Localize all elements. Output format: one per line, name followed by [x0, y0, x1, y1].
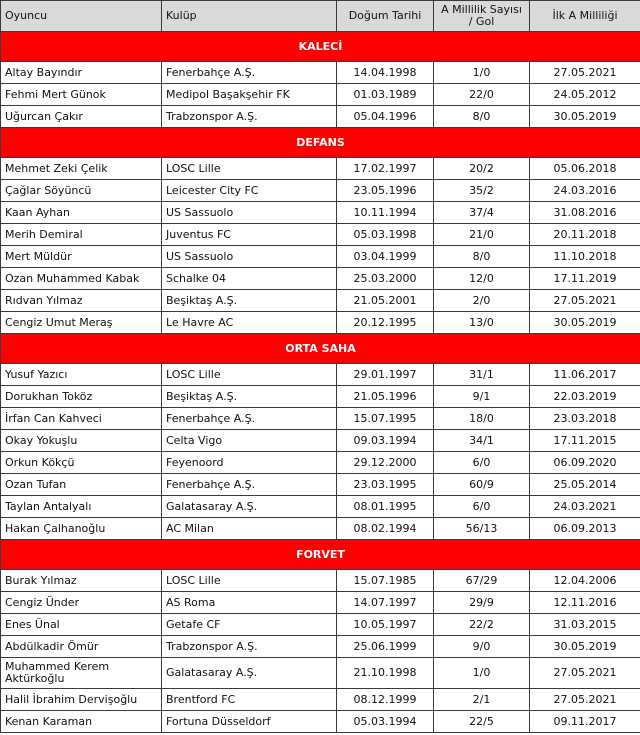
player-name-cell: Merih Demiral: [1, 224, 162, 246]
player-name-cell: Altay Bayındır: [1, 62, 162, 84]
first-cap-cell: 31.03.2015: [530, 614, 640, 636]
caps-goals-cell: 20/2: [434, 158, 530, 180]
table-row: [1, 592, 640, 614]
caps-goals-cell: 22/5: [434, 711, 530, 733]
caps-goals-cell: 9/1: [434, 386, 530, 408]
first-cap-cell: 27.05.2021: [530, 290, 640, 312]
first-cap-cell: 11.10.2018: [530, 246, 640, 268]
section-header-row: [1, 540, 640, 570]
caps-goals-cell: 6/0: [434, 496, 530, 518]
club-cell: Feyenoord: [162, 452, 337, 474]
first-cap-cell: 20.11.2018: [530, 224, 640, 246]
birth-date-cell: 14.07.1997: [337, 592, 434, 614]
club-cell: LOSC Lille: [162, 364, 337, 386]
birth-date-cell: 25.03.2000: [337, 268, 434, 290]
club-cell: Galatasaray A.Ş.: [162, 496, 337, 518]
player-name-cell: İrfan Can Kahveci: [1, 408, 162, 430]
section-header-row: [1, 334, 640, 364]
birth-date-cell: 05.04.1996: [337, 106, 434, 128]
caps-goals-cell: 12/0: [434, 268, 530, 290]
player-name-cell: Halil İbrahim Dervişoğlu: [1, 689, 162, 711]
caps-goals-cell: 1/0: [434, 658, 530, 689]
player-name-cell: Hakan Çalhanoğlu: [1, 518, 162, 540]
caps-goals-cell: 67/29: [434, 570, 530, 592]
birth-date-cell: 15.07.1985: [337, 570, 434, 592]
section-header-row: [1, 32, 640, 62]
player-name-cell: Mehmet Zeki Çelik: [1, 158, 162, 180]
first-cap-cell: 11.06.2017: [530, 364, 640, 386]
table-row: [1, 312, 640, 334]
first-cap-cell: 06.09.2020: [530, 452, 640, 474]
first-cap-cell: 22.03.2019: [530, 386, 640, 408]
player-name-cell: Cengiz Ünder: [1, 592, 162, 614]
table-row: [1, 614, 640, 636]
birth-date-cell: 14.04.1998: [337, 62, 434, 84]
birth-date-cell: 20.12.1995: [337, 312, 434, 334]
birth-date-cell: 03.04.1999: [337, 246, 434, 268]
birth-date-cell: 10.11.1994: [337, 202, 434, 224]
player-name-cell: Okay Yokuşlu: [1, 430, 162, 452]
club-cell: AC Milan: [162, 518, 337, 540]
first-cap-cell: 24.03.2021: [530, 496, 640, 518]
first-cap-cell: 17.11.2015: [530, 430, 640, 452]
birth-date-cell: 17.02.1997: [337, 158, 434, 180]
table-row: [1, 62, 640, 84]
club-cell: Fenerbahçe A.Ş.: [162, 408, 337, 430]
club-cell: Trabzonspor A.Ş.: [162, 636, 337, 658]
caps-goals-cell: 6/0: [434, 452, 530, 474]
birth-date-cell: 25.06.1999: [337, 636, 434, 658]
first-cap-cell: 25.05.2014: [530, 474, 640, 496]
section-header-row: [1, 128, 640, 158]
player-name-cell: Burak Yılmaz: [1, 570, 162, 592]
table-row: [1, 180, 640, 202]
player-name-cell: Cengiz Umut Meraş: [1, 312, 162, 334]
caps-goals-cell: 8/0: [434, 246, 530, 268]
caps-goals-cell: 37/4: [434, 202, 530, 224]
table-row: [1, 496, 640, 518]
table-row: [1, 408, 640, 430]
caps-goals-cell: 31/1: [434, 364, 530, 386]
birth-date-cell: 10.05.1997: [337, 614, 434, 636]
caps-goals-cell: 2/0: [434, 290, 530, 312]
player-name-cell: Ozan Tufan: [1, 474, 162, 496]
player-name-cell: Fehmi Mert Günok: [1, 84, 162, 106]
birth-date-cell: 23.05.1996: [337, 180, 434, 202]
first-cap-cell: 23.03.2018: [530, 408, 640, 430]
table-row: [1, 636, 640, 658]
header-player: Oyuncu: [1, 1, 162, 32]
club-cell: AS Roma: [162, 592, 337, 614]
club-cell: Celta Vigo: [162, 430, 337, 452]
first-cap-cell: 05.06.2018: [530, 158, 640, 180]
birth-date-cell: 08.01.1995: [337, 496, 434, 518]
section-title: ORTA SAHA: [1, 334, 640, 364]
birth-date-cell: 23.03.1995: [337, 474, 434, 496]
player-name-cell: Çağlar Söyüncü: [1, 180, 162, 202]
table-row: [1, 452, 640, 474]
birth-date-cell: 05.03.1998: [337, 224, 434, 246]
table-row: [1, 430, 640, 452]
table-row: [1, 290, 640, 312]
club-cell: Beşiktaş A.Ş.: [162, 386, 337, 408]
birth-date-cell: 29.12.2000: [337, 452, 434, 474]
club-cell: Schalke 04: [162, 268, 337, 290]
table-row: [1, 570, 640, 592]
table-row: [1, 658, 640, 689]
club-cell: Getafe CF: [162, 614, 337, 636]
player-name-cell: Orkun Kökçü: [1, 452, 162, 474]
first-cap-cell: 27.05.2021: [530, 689, 640, 711]
caps-goals-cell: 29/9: [434, 592, 530, 614]
caps-goals-cell: 2/1: [434, 689, 530, 711]
header-first-cap: İlk A Milliliği: [530, 1, 640, 32]
club-cell: Fenerbahçe A.Ş.: [162, 62, 337, 84]
birth-date-cell: 01.03.1989: [337, 84, 434, 106]
squad-body: [1, 32, 640, 733]
club-cell: Leicester City FC: [162, 180, 337, 202]
table-row: [1, 246, 640, 268]
first-cap-cell: 31.08.2016: [530, 202, 640, 224]
caps-goals-cell: 13/0: [434, 312, 530, 334]
table-row: [1, 202, 640, 224]
club-cell: Fenerbahçe A.Ş.: [162, 474, 337, 496]
player-name-cell: Abdülkadir Ömür: [1, 636, 162, 658]
caps-goals-cell: 34/1: [434, 430, 530, 452]
club-cell: Trabzonspor A.Ş.: [162, 106, 337, 128]
club-cell: Galatasaray A.Ş.: [162, 658, 337, 689]
birth-date-cell: 29.01.1997: [337, 364, 434, 386]
section-title: FORVET: [1, 540, 640, 570]
player-name-cell: Yusuf Yazıcı: [1, 364, 162, 386]
club-cell: Fortuna Düsseldorf: [162, 711, 337, 733]
caps-goals-cell: 1/0: [434, 62, 530, 84]
first-cap-cell: 24.05.2012: [530, 84, 640, 106]
player-name-cell: Dorukhan Toköz: [1, 386, 162, 408]
birth-date-cell: 21.05.1996: [337, 386, 434, 408]
table-row: [1, 268, 640, 290]
player-name-cell: Ozan Muhammed Kabak: [1, 268, 162, 290]
player-name-cell: Rıdvan Yılmaz: [1, 290, 162, 312]
birth-date-cell: 08.02.1994: [337, 518, 434, 540]
table-row: [1, 158, 640, 180]
club-cell: Beşiktaş A.Ş.: [162, 290, 337, 312]
birth-date-cell: 09.03.1994: [337, 430, 434, 452]
club-cell: Le Havre AC: [162, 312, 337, 334]
header-caps-goals: A Millilik Sayısı / Gol: [434, 1, 530, 32]
table-row: [1, 224, 640, 246]
caps-goals-cell: 9/0: [434, 636, 530, 658]
caps-goals-cell: 18/0: [434, 408, 530, 430]
first-cap-cell: 27.05.2021: [530, 658, 640, 689]
first-cap-cell: 24.03.2016: [530, 180, 640, 202]
caps-goals-cell: 22/0: [434, 84, 530, 106]
club-cell: LOSC Lille: [162, 158, 337, 180]
club-cell: Medipol Başakşehir FK: [162, 84, 337, 106]
header-birth-date: Doğum Tarihi: [337, 1, 434, 32]
table-row: [1, 106, 640, 128]
caps-goals-cell: 8/0: [434, 106, 530, 128]
birth-date-cell: 21.05.2001: [337, 290, 434, 312]
section-title: KALECİ: [1, 32, 640, 62]
player-name-cell: Muhammed Kerem Aktürkoğlu: [1, 658, 162, 689]
header-row: [1, 1, 640, 32]
table-row: [1, 386, 640, 408]
table-row: [1, 84, 640, 106]
player-name-cell: Kaan Ayhan: [1, 202, 162, 224]
first-cap-cell: 12.11.2016: [530, 592, 640, 614]
table-row: [1, 711, 640, 733]
player-name-cell: Uğurcan Çakır: [1, 106, 162, 128]
player-name-cell: Mert Müldür: [1, 246, 162, 268]
caps-goals-cell: 21/0: [434, 224, 530, 246]
table-row: [1, 518, 640, 540]
first-cap-cell: 30.05.2019: [530, 636, 640, 658]
first-cap-cell: 30.05.2019: [530, 106, 640, 128]
player-name-cell: Kenan Karaman: [1, 711, 162, 733]
caps-goals-cell: 56/13: [434, 518, 530, 540]
birth-date-cell: 15.07.1995: [337, 408, 434, 430]
caps-goals-cell: 22/2: [434, 614, 530, 636]
first-cap-cell: 09.11.2017: [530, 711, 640, 733]
first-cap-cell: 17.11.2019: [530, 268, 640, 290]
club-cell: US Sassuolo: [162, 246, 337, 268]
caps-goals-cell: 35/2: [434, 180, 530, 202]
player-name-cell: Taylan Antalyalı: [1, 496, 162, 518]
player-name-cell: Enes Ünal: [1, 614, 162, 636]
club-cell: Brentford FC: [162, 689, 337, 711]
club-cell: LOSC Lille: [162, 570, 337, 592]
club-cell: Juventus FC: [162, 224, 337, 246]
first-cap-cell: 27.05.2021: [530, 62, 640, 84]
table-row: [1, 474, 640, 496]
section-title: DEFANS: [1, 128, 640, 158]
first-cap-cell: 12.04.2006: [530, 570, 640, 592]
table-row: [1, 364, 640, 386]
table-row: [1, 689, 640, 711]
birth-date-cell: 08.12.1999: [337, 689, 434, 711]
first-cap-cell: 06.09.2013: [530, 518, 640, 540]
first-cap-cell: 30.05.2019: [530, 312, 640, 334]
birth-date-cell: 05.03.1994: [337, 711, 434, 733]
caps-goals-cell: 60/9: [434, 474, 530, 496]
birth-date-cell: 21.10.1998: [337, 658, 434, 689]
club-cell: US Sassuolo: [162, 202, 337, 224]
header-club: Kulüp: [162, 1, 337, 32]
